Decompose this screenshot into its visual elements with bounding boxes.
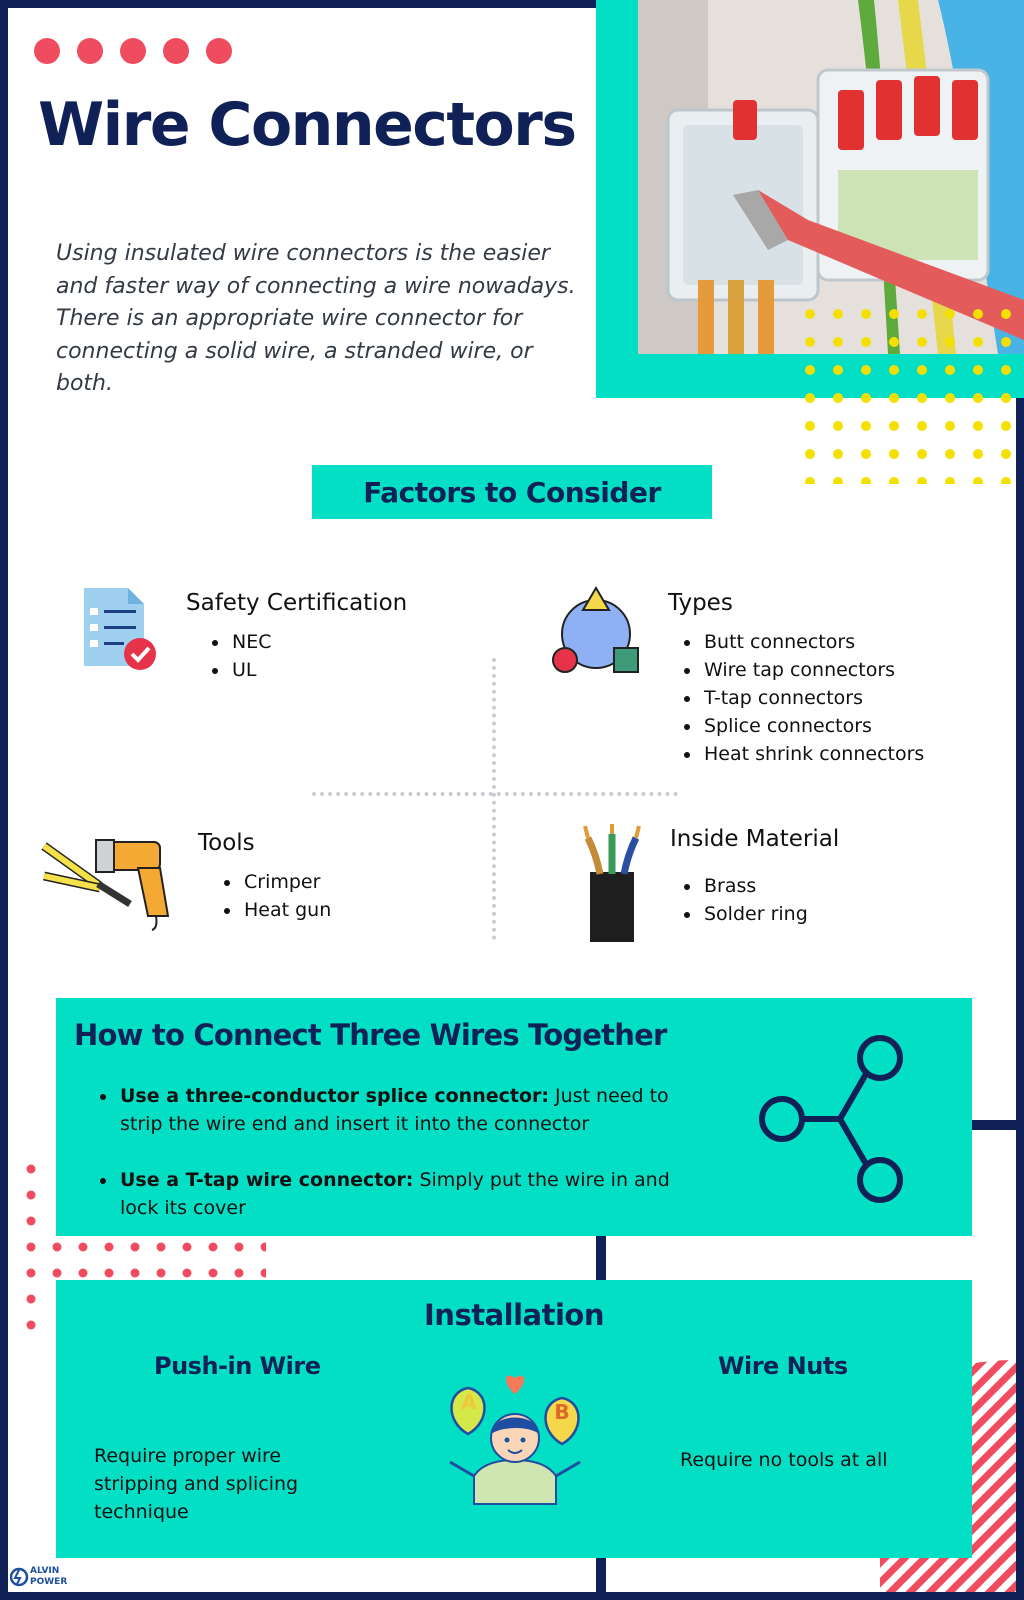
frame-divider-right <box>972 1120 1016 1130</box>
page-title: Wire Connectors <box>38 90 576 160</box>
list-item: UL <box>210 656 271 684</box>
list-item: Splice connectors <box>682 712 924 740</box>
frame-left <box>0 0 8 1600</box>
types-list <box>682 628 924 768</box>
tools-list <box>222 868 331 924</box>
connect-list <box>98 1082 698 1250</box>
connect-section <box>56 998 972 1236</box>
shapes-icon <box>550 586 642 676</box>
logo-mark-icon <box>10 1566 30 1592</box>
divider-horizontal <box>312 792 678 796</box>
list-item: Brass <box>682 872 808 900</box>
brand-logo <box>10 1566 80 1592</box>
wire-nuts-text: Require no tools at all <box>680 1449 888 1471</box>
list-item-text: Simply put the wire in and lock its cover <box>120 1169 670 1219</box>
safety-heading: Safety Certification <box>186 590 408 616</box>
connector-photo <box>638 0 1024 354</box>
tools-heading: Tools <box>198 830 255 856</box>
list-item: Heat gun <box>222 896 331 924</box>
material-list <box>682 872 808 928</box>
list-item: Wire tap connectors <box>682 656 924 684</box>
choice-a-label: A <box>461 1390 477 1414</box>
decorative-dots <box>34 38 244 66</box>
choice-b-label: B <box>554 1400 570 1424</box>
list-item-text: Just need to strip the wire end and insert it into the connector <box>120 1085 669 1135</box>
list-item: Solder ring <box>682 900 808 928</box>
list-item: Heat shrink connectors <box>682 740 924 768</box>
factors-title: Factors to Consider <box>312 465 712 519</box>
installation-section <box>56 1280 972 1558</box>
types-heading: Types <box>668 590 733 616</box>
wire-nuts-heading: Wire Nuts <box>718 1352 848 1380</box>
push-in-text: Require proper wire stripping and splicing technique <box>94 1445 299 1523</box>
list-item: NEC <box>210 628 271 656</box>
list-item <box>98 1166 698 1222</box>
list-item: T-tap connectors <box>682 684 924 712</box>
logo-line-2: POWER <box>30 1577 68 1587</box>
logo-line-1: ALVIN <box>30 1566 60 1576</box>
connect-title: How to Connect Three Wires Together <box>74 1018 667 1052</box>
frame-divider-bottom <box>596 1558 606 1592</box>
installation-title: Installation <box>424 1298 604 1332</box>
crimper-heat-gun-icon <box>40 832 190 932</box>
decorative-dot-grid <box>804 308 1016 484</box>
list-item: Butt connectors <box>682 628 924 656</box>
share-nodes-icon <box>756 1034 926 1204</box>
safety-list <box>210 628 271 684</box>
list-item: Crimper <box>222 868 331 896</box>
list-item <box>98 1082 698 1138</box>
list-item-bold: Use a T-tap wire connector: <box>120 1169 414 1191</box>
cable-wires-icon <box>582 824 642 942</box>
divider-vertical <box>492 658 496 940</box>
certificate-checklist-icon <box>80 584 160 674</box>
frame-bottom <box>0 1592 1024 1600</box>
logo-text <box>30 1566 67 1588</box>
person-choice-a-b-icon <box>440 1364 590 1530</box>
material-heading: Inside Material <box>670 826 840 852</box>
push-in-heading: Push-in Wire <box>154 1352 321 1380</box>
list-item-bold: Use a three-conductor splice connector: <box>120 1085 549 1107</box>
intro-paragraph: Using insulated wire connectors is the easier and faster way of connecting a wire nowadays. There is an appropriate wire connector for connecting a solid wire, a stranded wire, or both. <box>56 241 576 396</box>
